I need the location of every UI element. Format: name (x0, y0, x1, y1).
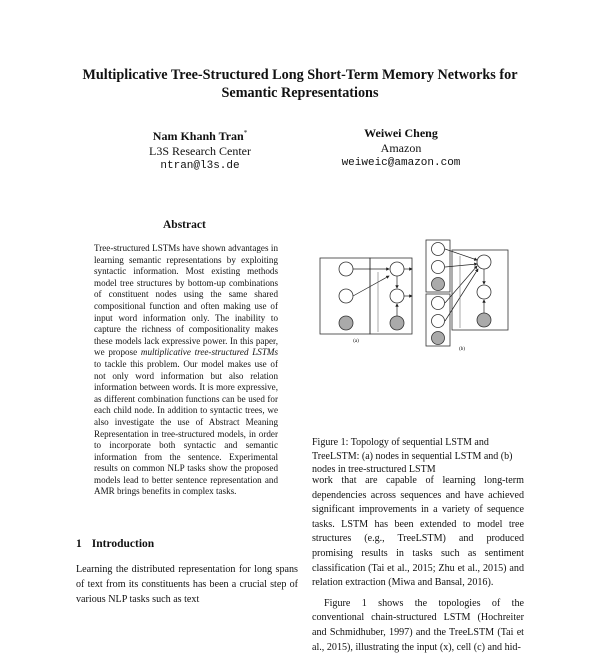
author-1-mark: * (243, 129, 248, 137)
right-column (312, 474, 524, 655)
section-heading (76, 538, 154, 550)
intro-paragraph: Learning the distributed representation for long spans of text from its constituents has been a crucial step of various NLP tasks such as text (76, 564, 298, 605)
author-1-name: Nam Khanh Tran (152, 129, 244, 143)
author-2-email: weiweic@amazon.com (341, 157, 461, 169)
paper-title (40, 66, 560, 102)
author-1-affiliation: L3S Research Center (149, 144, 251, 158)
panel-a-diagram (320, 258, 412, 334)
abstract-heading: Abstract (163, 219, 206, 231)
author-1 (130, 126, 270, 174)
right-paragraph-2: Figure 1 shows the topologies of the conventional chain-structured LSTM (Hochreiter and Schmidhuber, 1997) and the TreeLSTM (Tai et al., 2015), illustrating the input (x), cell (c) and hid- (312, 597, 524, 653)
intro-column (76, 563, 298, 607)
section-title: Introduction (91, 538, 155, 550)
abstract-text-2: to tackle this problem. Our model makes use of not only word information but also relation information between words. It is more expressive, as different combination functions can be used for each child node. In addition to syntactic trees, we also investigate the use of Abstract Meaning Representation in tree-structured models, in order to incorporate both syntactic and semantic information from the sentence. Experimental results on common NLP tasks show the proposed models lead to better sentence representation and AMR brings benefits in complex tasks. (94, 358, 278, 497)
right-paragraph-1: work that are capable of learning long-term dependencies across sequences and have achieved significant improvements in a variety of sequence tasks. LSTM has been extended to model tree structures (e.g., TreeLSTM) and produced promising results in tasks such as sentiment classification (Tai et al., 2015; Zhu et al., 2015) and relation extraction (Miwa and Bansal, 2016). (312, 475, 524, 589)
section-number: 1 (76, 538, 82, 550)
panel-b-diagram (426, 240, 508, 346)
author-2-affiliation: Amazon (380, 141, 422, 155)
figure-1-caption: Figure 1: Topology of sequential LSTM and TreeLSTM: (a) nodes in sequential LSTM and (b) nodes in tree-structured LSTM (312, 437, 513, 476)
abstract-body (94, 243, 278, 498)
panel-b-label: (b) (459, 347, 465, 352)
author-2 (326, 126, 476, 171)
author-2-name: Weiwei Cheng (364, 126, 438, 140)
panel-a-label: (a) (353, 339, 359, 344)
title-line-2: Semantic Representations (221, 85, 379, 101)
figure-1-diagram (312, 236, 512, 352)
abstract-text-1: Tree-structured LSTMs have shown advantages in learning semantic representations by exploiting syntactic information. Most existing methods model tree structures by bottom-up combinations of constituent nodes using the same shared compositional function and often making use of input word information only. The inability to capture the richness of compositionality makes these models lack expressive power. In this paper, we propose (94, 243, 278, 358)
author-1-email: ntran@l3s.de (160, 160, 240, 172)
abstract-emphasis: multiplicative tree-structured LSTMs (140, 347, 278, 358)
title-line-1: Multiplicative Tree-Structured Long Short-Term Memory Networks for (82, 67, 518, 83)
